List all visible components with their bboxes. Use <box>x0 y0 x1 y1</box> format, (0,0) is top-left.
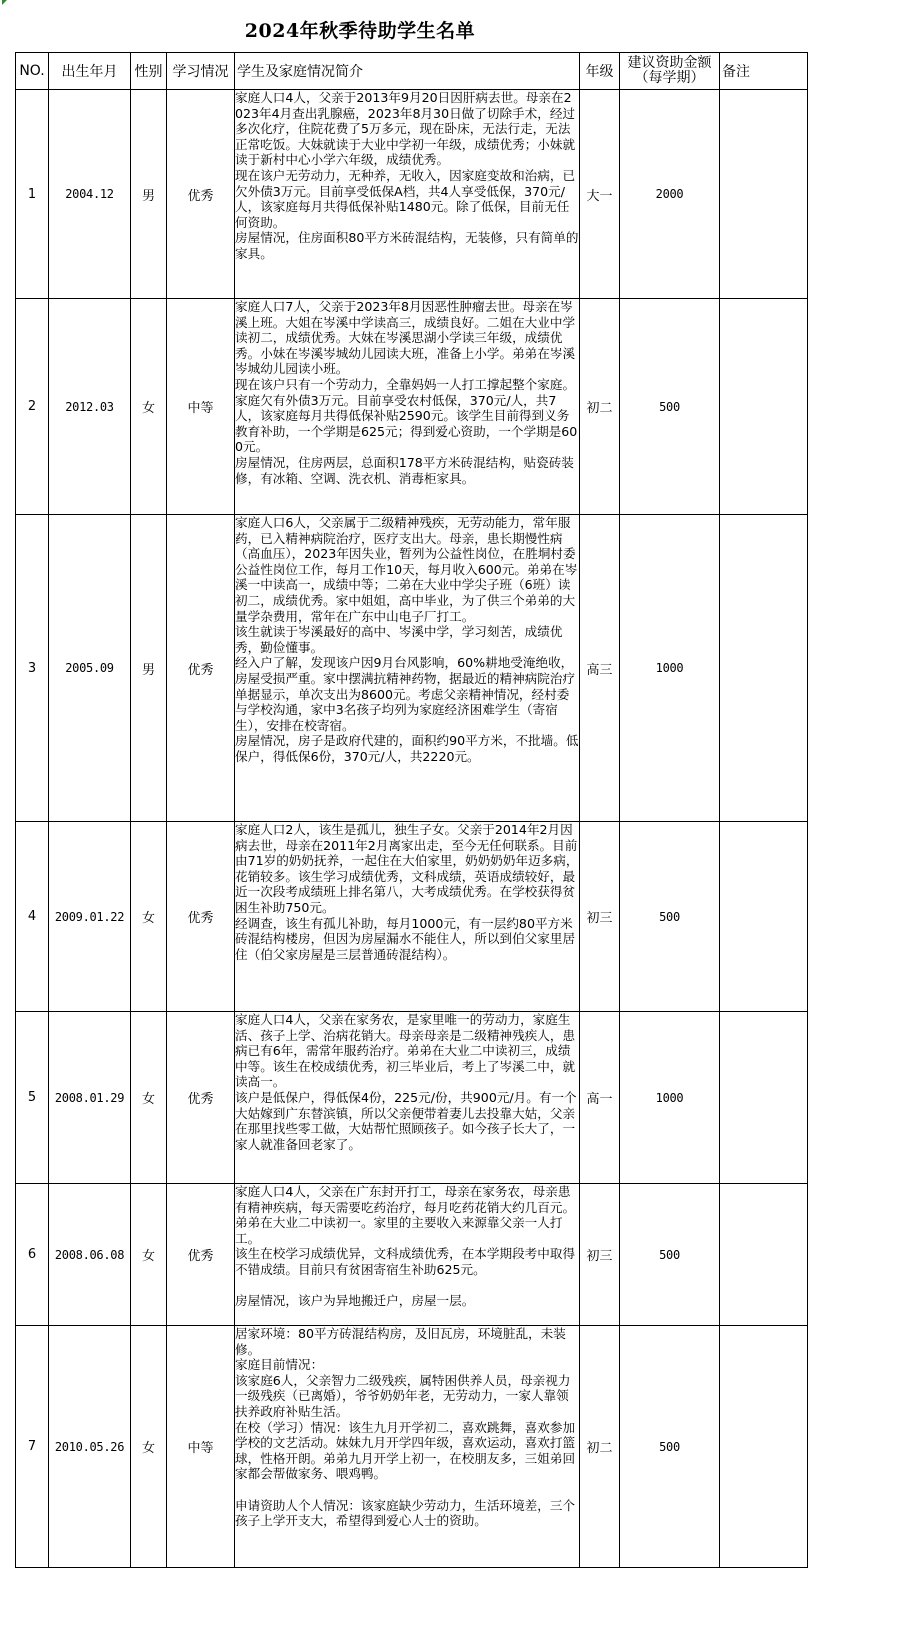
header-amount <box>620 53 720 90</box>
birth-date: 2004.12 <box>49 90 131 299</box>
gender: 男 <box>131 515 167 822</box>
table-row <box>16 1326 808 1568</box>
description-paragraph: 该家庭6人，父亲智力二级残疾，属特困供养人员，母亲视力一级残疾（已离婚），爷爷奶奶年老，无劳动力，一家人靠领扶养政府补贴生活。 <box>235 1372 571 1419</box>
aid-amount: 500 <box>620 299 720 515</box>
aid-amount: 2000 <box>620 90 720 299</box>
aid-amount: 500 <box>620 1326 720 1568</box>
row-no: 3 <box>16 515 49 822</box>
birth-date: 2009.01.22 <box>49 822 131 1012</box>
birth-date: 2010.05.26 <box>49 1326 131 1568</box>
description-paragraph: 家庭人口2人，该生是孤儿，独生子女。父亲于2014年2月因病去世，母亲在2011年2月离家出走，至今无任何联系。目前由71岁的奶奶抚养，一起住在大伯家里，奶奶奶奶年迈多病，花销较多。该生学习成绩优秀，文科成绩，英语成绩较好，最近一次段考成绩班上排名第八，大考成绩优秀。在学校获得贫困生补助750元。 <box>235 822 579 915</box>
aid-amount: 1000 <box>620 515 720 822</box>
grade: 高一 <box>580 1012 620 1184</box>
study-status: 中等 <box>167 1326 235 1568</box>
description-paragraph: 经调查，该生有孤儿补助，每月1000元，有一层约80平方米砖混结构楼房，但因为房屋漏水不能住人，所以到伯父家里居住（伯父家房屋是三层普通砖混结构）。 <box>235 915 576 962</box>
header-study: 学习情况 <box>167 53 235 90</box>
table-row <box>16 1184 808 1326</box>
header-amount-line2: （每学期） <box>634 70 705 86</box>
table-row <box>16 515 808 822</box>
aid-amount: 500 <box>620 822 720 1012</box>
birth-date: 2012.03 <box>49 299 131 515</box>
student-table <box>15 52 808 1568</box>
birth-date: 2008.01.29 <box>49 1012 131 1184</box>
header-grade: 年级 <box>580 53 620 90</box>
study-status: 优秀 <box>167 515 235 822</box>
remark <box>720 515 808 822</box>
family-description <box>235 822 580 1012</box>
grade: 初三 <box>580 822 620 1012</box>
description-paragraph: 家庭目前情况： <box>235 1357 324 1373</box>
description-paragraph: 家庭人口6人，父亲属于二级精神残疾，无劳动能力，常年服药，已入精神病院治疗，医疗支出大。母亲，患长期慢性病（高血压），2023年因失业，暂列为公益性岗位，在胜垌村委公益性岗位工作，每月工作10天，每月收入600元。弟弟在岑溪一中读高一，成绩中等；二弟在大业中学尖子班（6班）读初二，成绩优秀。家中姐姐，高中毕业，为了供三个弟弟的大量学杂费用，常年在广东中山电子厂打工。 <box>235 515 578 624</box>
description-paragraph: 房屋情况，房子是政府代建的，面积约90平方米，不批墙。低保户，得低保6份，370元/人，共2220元。 <box>235 733 579 764</box>
header-remark: 备注 <box>720 53 808 90</box>
description-paragraph: 家庭人口4人，父亲在广东封开打工，母亲在家务农，母亲患有精神疾病，每天需要吃药治疗，每月吃药花销大约几百元。弟弟在大业二中读初一。家里的主要收入来源靠父亲一人打工。 <box>235 1184 576 1246</box>
grade: 初二 <box>580 1326 620 1568</box>
remark <box>720 1326 808 1568</box>
family-description <box>235 1184 580 1326</box>
study-status: 优秀 <box>167 90 235 299</box>
description-paragraph: 房屋情况，住房面积80平方米砖混结构，无装修，只有简单的家具。 <box>235 230 579 261</box>
description-paragraph: 家庭人口4人，父亲于2013年9月20日因肝病去世。母亲在2023年4月查出乳腺癌，2023年8月30日做了切除手术，经过多次化疗，住院花费了5万多元，现在卧床，无法行走，无法正常吃饭。大妹就读于大业中学初一年级，成绩优秀；小妹就读于新村中心小学六年级，成绩优秀。 <box>235 90 576 168</box>
birth-date: 2005.09 <box>49 515 131 822</box>
description-paragraph: 现在该户无劳动力，无种养，无收入，因家庭变故和治病，已欠外债3万元。目前享受低保A档，共4人享受低保，370元/人，该家庭每月共得低保补贴1480元。除了低保，目前无任何资助。 <box>235 167 576 230</box>
description-paragraph <box>235 1482 579 1498</box>
aid-amount: 500 <box>620 1184 720 1326</box>
gender: 女 <box>131 1184 167 1326</box>
gender: 女 <box>131 1012 167 1184</box>
family-description <box>235 515 580 822</box>
remark <box>720 1184 808 1326</box>
study-status: 中等 <box>167 299 235 515</box>
header-desc: 学生及家庭情况简介 <box>235 53 580 90</box>
study-status: 优秀 <box>167 1012 235 1184</box>
grade: 初三 <box>580 1184 620 1326</box>
description-paragraph <box>235 1278 579 1294</box>
remark <box>720 822 808 1012</box>
grade: 高三 <box>580 515 620 822</box>
birth-date: 2008.06.08 <box>49 1184 131 1326</box>
description-paragraph: 在校（学习）情况：该生九月开学初二，喜欢跳舞，喜欢参加学校的文艺活动。妹妹九月开学四年级，喜欢运动，喜欢打篮球，性格开朗。弟弟九月开学上初一，在校朋友多，三姐弟回家都会帮做家务、喂鸡鸭。 <box>235 1419 576 1482</box>
gender: 女 <box>131 822 167 1012</box>
table-row <box>16 90 808 299</box>
table-row <box>16 299 808 515</box>
description-paragraph: 家庭人口7人，父亲于2023年8月因恶性肿瘤去世。母亲在岑溪上班。大姐在岑溪中学读高三，成绩良好。二姐在大业中学读初二，成绩优秀。大妹在岑溪思湖小学读三年级，成绩优秀。小妹在岑溪岑城幼儿园读大班，准备上小学。弟弟在岑溪岑城幼儿园读小班。 <box>235 299 576 377</box>
row-no: 6 <box>16 1184 49 1326</box>
header-amount-line1: 建议资助金额 <box>627 55 712 71</box>
study-status: 优秀 <box>167 1184 235 1326</box>
description-paragraph: 经入户了解，发现该户因9月台风影响，60%耕地受淹绝收，房屋受损严重。家中摆满抗精神药物，据最近的精神病院治疗单据显示，单次支出为8600元。考虑父亲精神情况，经村委与学校沟通，家中3名孩子均列为家庭经济困难学生（寄宿生），安排在校寄宿。 <box>235 655 576 733</box>
description-paragraph: 该生就读于岑溪最好的高中、岑溪中学，学习刻苦，成绩优秀，勤俭懂事。 <box>235 624 563 655</box>
description-paragraph: 居家环境：80平方砖混结构房，及旧瓦房，环境脏乱，未装修。 <box>235 1326 566 1357</box>
remark <box>720 1012 808 1184</box>
corner-mark <box>2 0 7 5</box>
description-paragraph: 现在该户只有一个劳动力，全靠妈妈一人打工撑起整个家庭。家庭欠有外债3万元。目前享受农村低保，370元/人，共7人，该家庭每月共得低保补贴2590元。该学生目前得到义务教育补助，一个学期是625元；得到爱心资助，一个学期是600元。 <box>235 376 578 455</box>
row-no: 2 <box>16 299 49 515</box>
remark <box>720 90 808 299</box>
page-title: 2024年秋季待助学生名单 <box>244 20 476 42</box>
gender: 男 <box>131 90 167 299</box>
header-no: NO. <box>16 53 49 90</box>
table-row <box>16 822 808 1012</box>
row-no: 7 <box>16 1326 49 1568</box>
description-paragraph: 该户是低保户，得低保4份，225元/份，共900元/月。有一个大姑嫁到广东替滨镇，所以父亲便带着妻儿去投靠大姑，父亲在那里找些零工做，大姑帮忙照顾孩子。如今孩子长大了，一家人就准备回老家了。 <box>235 1089 577 1152</box>
gender: 女 <box>131 299 167 515</box>
table-row <box>16 1012 808 1184</box>
family-description <box>235 90 580 299</box>
family-description <box>235 299 580 515</box>
header-gender: 性别 <box>131 53 167 90</box>
header-row <box>16 53 808 90</box>
description-paragraph: 该生在校学习成绩优异，文科成绩优秀，在本学期段考中取得不错成绩。目前只有贫困寄宿生补助625元。 <box>235 1246 576 1277</box>
description-paragraph: 家庭人口4人，父亲在家务农，是家里唯一的劳动力，家庭生活、孩子上学、治病花销大。母亲母亲是二级精神残疾人，患病已有6年，需常年服药治疗。弟弟在大业二中读初三，成绩中等。该生在校成绩优秀，初三毕业后，考上了岑溪二中，就读高一。 <box>235 1012 576 1090</box>
grade: 大一 <box>580 90 620 299</box>
row-no: 4 <box>16 822 49 1012</box>
family-description <box>235 1326 580 1568</box>
gender: 女 <box>131 1326 167 1568</box>
remark <box>720 299 808 515</box>
description-paragraph: 申请资助人个人情况：该家庭缺少劳动力，生活环境差，三个孩子上学开支大，希望得到爱心人士的资助。 <box>235 1497 576 1529</box>
aid-amount: 1000 <box>620 1012 720 1184</box>
family-description <box>235 1012 580 1184</box>
description-paragraph: 房屋情况，该户为异地搬迁户，房屋一层。 <box>235 1293 475 1309</box>
study-status: 优秀 <box>167 822 235 1012</box>
grade: 初二 <box>580 299 620 515</box>
description-paragraph: 房屋情况，住房两层，总面积178平方米砖混结构，贴瓷砖装修，有冰箱、空调、洗衣机、消毒柜家具。 <box>235 454 574 486</box>
row-no: 5 <box>16 1012 49 1184</box>
row-no: 1 <box>16 90 49 299</box>
header-birth: 出生年月 <box>49 53 131 90</box>
